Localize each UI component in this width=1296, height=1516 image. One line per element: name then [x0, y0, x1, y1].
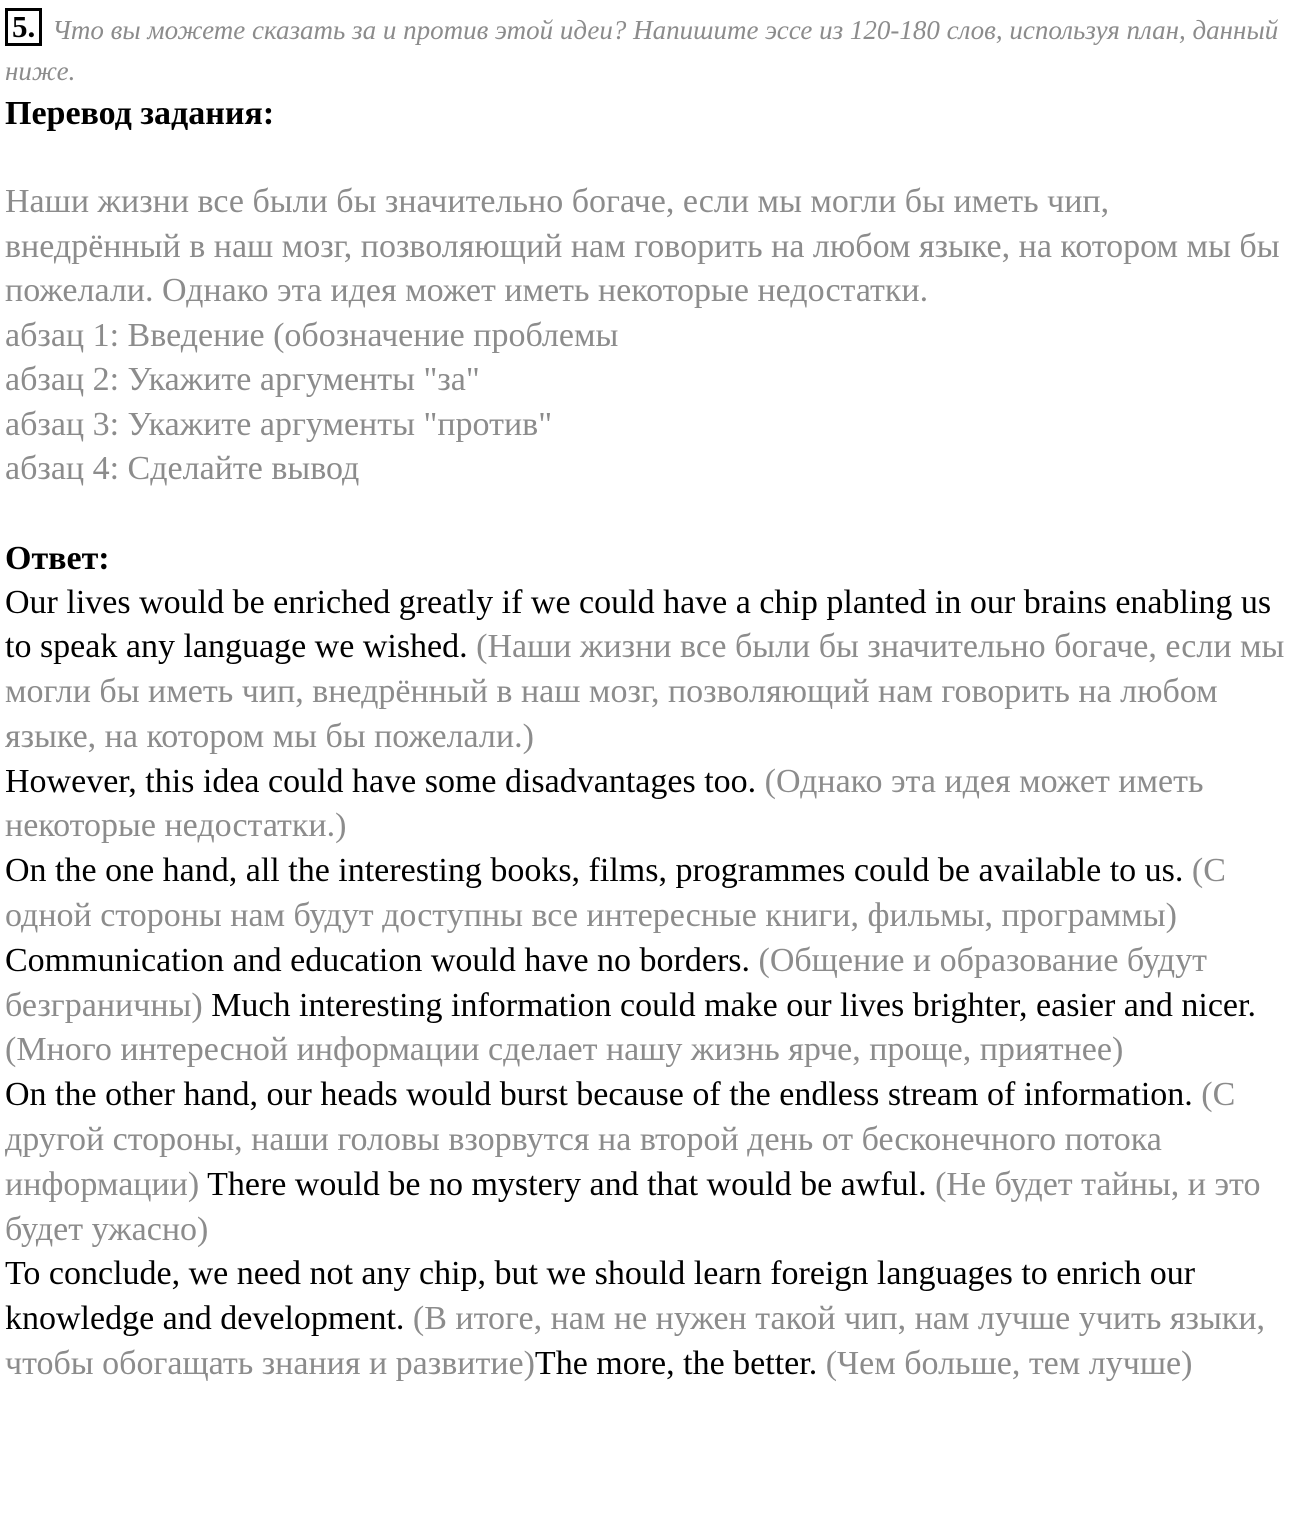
plan-item-3: абзац 3: Укажите аргументы "против" — [5, 405, 553, 443]
spacer — [5, 136, 1293, 180]
answer-russian-translation: (Общение и образование будут безграничны) — [5, 941, 1207, 1024]
answer-paragraph — [5, 1073, 1293, 1252]
plan-item-1: абзац 1: Введение (обозначение проблемы — [5, 316, 619, 354]
answer-russian-translation: (Много интересной информации сделает нашу жизнь ярче, проще, приятнее) — [5, 1031, 1124, 1069]
answer-english-sentence: On the other hand, our heads would burst because of the endless stream of information. — [5, 1076, 1193, 1114]
answer-russian-translation: (С одной стороны нам будут доступны все интересные книги, фильмы, программы) — [5, 852, 1226, 935]
answer-english-sentence: There would be no mystery and that would be awful. — [207, 1165, 927, 1203]
spacer — [5, 492, 1293, 537]
page — [5, 8, 1293, 1387]
answer-body — [5, 581, 1293, 1387]
plan-item-2: абзац 2: Укажите аргументы "за" — [5, 361, 480, 398]
answer-russian-translation: (Наши жизни все были бы значительно богаче, если мы могли бы иметь чип, внедрённый в наш мозг, позволяющий нам говорить на любом языке, на котором мы бы пожелали.) — [5, 628, 1285, 755]
task-statement — [5, 8, 1293, 92]
answer-russian-translation: (С другой стороны, наши головы взорвутся на второй день от бесконечного потока информации) — [5, 1076, 1236, 1203]
answer-russian-translation: (В итоге, нам не нужен такой чип, нам лучше учить языки, чтобы обогащать знания и развитие) — [5, 1300, 1266, 1383]
task-number: 5. — [5, 8, 42, 46]
answer-paragraph — [5, 849, 1293, 1073]
answer-english-sentence: Our lives would be enriched greatly if we could have a chip planted in our brains enabling us to speak any language we wished. — [5, 583, 1272, 666]
translation-heading: Перевод задания: — [5, 95, 275, 132]
plan-item-4: абзац 4: Сделайте вывод — [5, 450, 360, 487]
answer-paragraph — [5, 1252, 1293, 1386]
translation-intro: Наши жизни все были бы значительно богаче, если мы могли бы иметь чип, внедрённый в наш мозг, позволяющий нам говорить на любом языке, на котором мы бы пожелали. Однако эта идея может иметь некоторые недостатки. — [5, 183, 1280, 309]
answer-english-sentence: However, this idea could have some disadvantages too. — [5, 762, 757, 800]
answer-english-sentence: To conclude, we need not any chip, but we should learn foreign languages to enrich our knowledge and development. — [5, 1255, 1196, 1338]
answer-english-sentence: On the one hand, all the interesting books, films, programmes could be available to us. — [5, 852, 1184, 890]
answer-russian-translation: (Не будет тайны, и это будет ужасно) — [5, 1165, 1261, 1248]
answer-russian-translation: (Однако эта идея может иметь некоторые недостатки.) — [5, 762, 1204, 845]
answer-paragraph — [5, 760, 1293, 850]
answer-russian-translation: (Чем больше, тем лучше) — [825, 1345, 1193, 1383]
answer-english-sentence: Communication and education would have no borders. — [5, 941, 750, 979]
answer-paragraph — [5, 581, 1293, 760]
task-text: Что вы можете сказать за и против этой идеи? Напишите эссе из 120-180 слов, используя план, данный ниже. — [5, 15, 1279, 86]
answer-english-sentence: The more, the better. — [534, 1345, 818, 1383]
answer-heading: Ответ: — [5, 539, 110, 577]
answer-english-sentence: Much interesting information could make our lives brighter, easier and nicer. — [211, 986, 1256, 1024]
